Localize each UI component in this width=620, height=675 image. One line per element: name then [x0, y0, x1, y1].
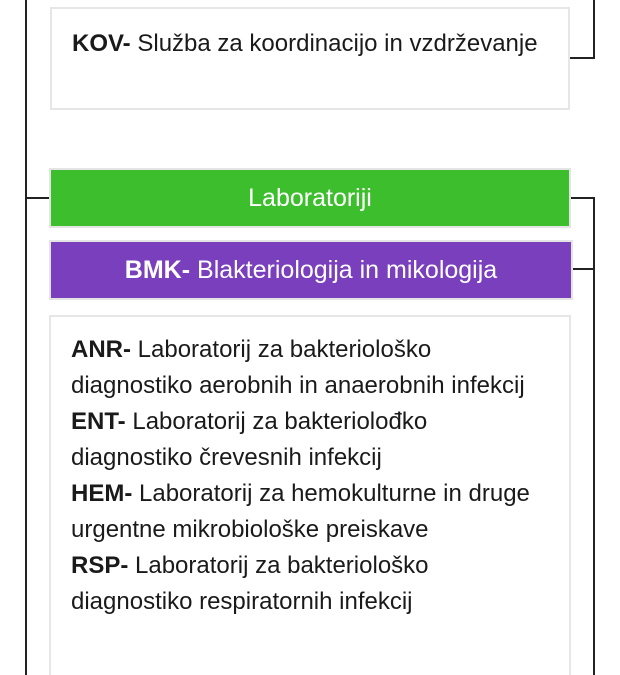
lab-code: ENT- — [71, 408, 126, 435]
kov-description: Služba za koordinacijo in vzdrževanje — [130, 30, 538, 57]
kov-card — [50, 7, 570, 110]
labs-list-card — [49, 315, 571, 675]
connector-right-top-vertical — [593, 0, 595, 59]
bmk-description: Blakteriologija in mikologija — [197, 255, 498, 284]
lab-code: ANR- — [71, 336, 131, 363]
laboratories-header[interactable] — [49, 168, 571, 228]
laboratories-header-label: Laboratoriji — [248, 183, 372, 212]
lab-code: HEM- — [71, 480, 133, 507]
lab-description: Laboratorij za hemokulturne in druge urgentne mikrobiološke preiskave — [71, 480, 530, 543]
bmk-code: BMK- — [124, 255, 191, 284]
connector-left-horizontal — [25, 197, 50, 199]
lab-description: Laboratorij za bakteriološko diagnostiko respiratornih infekcij — [71, 552, 429, 615]
list-item — [71, 404, 551, 476]
list-item — [71, 548, 551, 620]
connector-left-vertical — [25, 0, 27, 675]
lab-code: RSP- — [71, 552, 129, 579]
list-item — [71, 332, 551, 404]
connector-right-lab-horizontal — [570, 197, 595, 199]
kov-code: KOV- — [72, 30, 131, 57]
lab-description: Laboratorij za bakteriolođko diagnostiko črevesnih infekcij — [71, 408, 428, 471]
lab-description: Laboratorij za bakteriološko diagnostiko aerobnih in anaerobnih infekcij — [71, 336, 525, 399]
connector-right-bmk-horizontal — [572, 268, 595, 270]
list-item — [71, 476, 551, 548]
bmk-header[interactable] — [49, 240, 573, 300]
connector-right-top-horizontal — [570, 57, 595, 59]
